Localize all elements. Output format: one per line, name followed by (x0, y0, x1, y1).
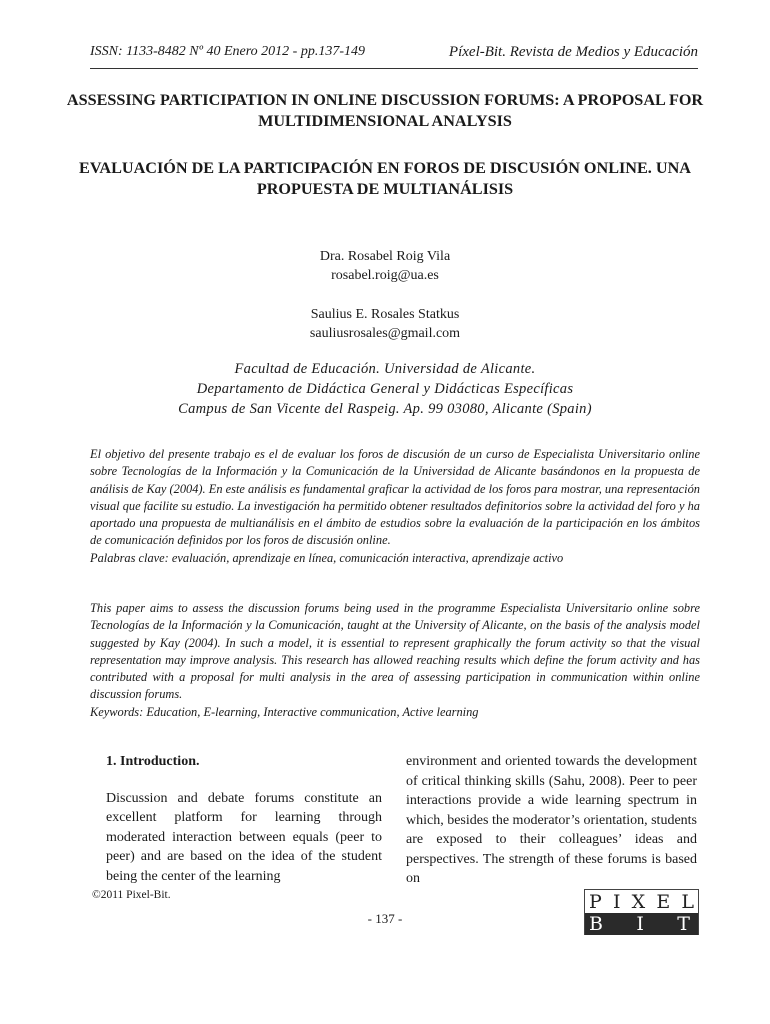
logo-letter: P (589, 891, 602, 913)
body-paragraph: Discussion and debate forums constitute an excellent platform for learning through moderated interaction between equals (peer to peer) and are based on the idea of the student being the center of the learning (106, 790, 382, 884)
abstract-text: El objetivo del presente trabajo es el de evaluar los foros de discusión de un curso de Especialista Universitario online sobre Tecnologías de la Información y la Comunicación de la Universidad de Alicante basándonos en la propuesta de análisis de Kay (2004). En este análisis es fundamental graficar la actividad de los foros para mostrar, una representación visual que facilite su estudio. La investigación ha permitido obtener resultados definitorios sobre la actividad del foro y ha aportado una propuesta de multianálisis en el ámbito de estudios sobre la evaluación de la participación en los ámbitos de comunicación definidos por los foros de discusión online. (90, 447, 700, 548)
title-english: ASSESSING PARTICIPATION IN ONLINE DISCUSSION FORUMS: A PROPOSAL FOR MULTIDIMENSIONAL ANALYSIS (66, 91, 704, 130)
author-email: sauliusrosales@gmail.com (309, 326, 461, 341)
section-heading: 1. Introduction. (106, 754, 200, 769)
author-email: rosabel.roig@ua.es (331, 268, 439, 283)
header-issn: ISSN: 1133-8482 Nº 40 Enero 2012 - pp.137-149 (90, 44, 365, 59)
abstract-text: This paper aims to assess the discussion forums being used in the programme Especialista Universitario online sobre Tecnologías de la Información y la Comunicación, taught at the University of Alicante, on the basis of the analysis model suggested by Kay (2004). In such a model, it is essential to represent graphically the forum activity so that the visual representation may improve analysis. This research has allowed reaching results which define the forum activity and has contributed with a proposal for multi analysis in the area of assessing participation in communication within online discussion forums. (90, 601, 700, 702)
logo-letter: L (681, 891, 694, 913)
logo-letter: I (636, 913, 644, 935)
keywords-spanish: Palabras clave: evaluación, aprendizaje en línea, comunicación interactiva, aprendizaje activo (90, 550, 564, 565)
title-spanish: EVALUACIÓN DE LA PARTICIPACIÓN EN FOROS DE DISCUSIÓN ONLINE. UNA PROPUESTA DE MULTIANÁLISIS (79, 159, 691, 198)
body-paragraph: environment and oriented towards the development of critical thinking skills (Sahu, 2008). Peer to peer interactions provide a wide learning spectrum in which, besides the moderator’s orientation, students are exposed to their colleagues’ ideas and perspectives. The strength of these forums is based on (406, 754, 697, 886)
logo-letter: T (677, 913, 690, 935)
logo-bottom-row (585, 913, 698, 935)
logo-letter: X (631, 891, 646, 913)
header-rule (90, 68, 698, 69)
affiliation-line: Departamento de Didáctica General y Didácticas Específicas (196, 381, 574, 397)
author-name: Saulius E. Rosales Statkus (310, 307, 460, 322)
pixel-bit-logo (584, 889, 699, 935)
running-header (90, 44, 698, 70)
logo-letter: E (656, 891, 671, 913)
logo-letter: I (612, 891, 621, 913)
page-number: - 137 - (367, 911, 403, 926)
affiliation (60, 359, 710, 419)
author-block-2 (60, 305, 710, 343)
header-journal: Píxel-Bit. Revista de Medios y Educación (448, 44, 698, 60)
body-column-right (406, 752, 697, 889)
affiliation-line: Facultad de Educación. Universidad de Alicante. (234, 361, 536, 377)
author-block-1 (60, 247, 710, 285)
author-name: Dra. Rosabel Roig Vila (319, 249, 451, 264)
logo-letter: B (589, 913, 603, 935)
abstract-english (90, 600, 700, 721)
keywords-english: Keywords: Education, E-learning, Interactive communication, Active learning (90, 704, 479, 719)
copyright: ©2011 Pixel-Bit. (92, 889, 171, 901)
abstract-spanish (90, 446, 700, 567)
affiliation-line: Campus de San Vicente del Raspeig. Ap. 99 03080, Alicante (Spain) (178, 401, 592, 417)
body-column-left (106, 752, 382, 886)
logo-top-row (589, 891, 694, 913)
